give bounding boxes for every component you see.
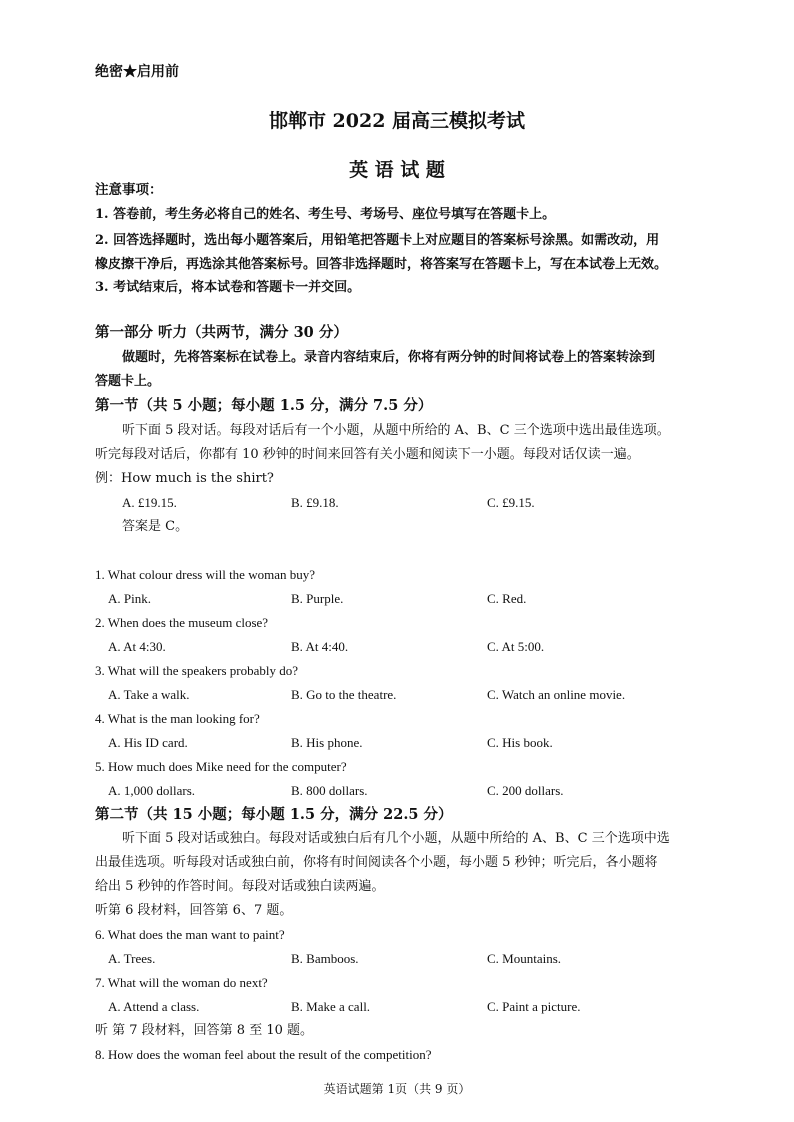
section2-instruction: 听下面 5 段对话或独白。每段对话或独白后有几个小题，从题中所给的 A、B、C 三个选项中选	[122, 831, 670, 846]
option-b: B. At 4:40.	[291, 639, 349, 654]
option-b: B. Go to the theatre.	[291, 687, 397, 702]
section1-instruction: 听完每段对话后，你都有 10 秒钟的时间来回答有关小题和阅读下一小题。每段对话仅读一遍。	[95, 447, 640, 462]
notice-item: 橡皮擦干净后，再选涂其他答案标号。回答非选择题时，将答案写在答题卡上，写在本试卷上无效。	[95, 257, 668, 272]
option-b: B. His phone.	[291, 735, 363, 750]
option-c: C. His book.	[487, 735, 553, 750]
material-label: 听第 6 段材料，回答第 6、7 题。	[95, 903, 293, 918]
example-question: 例：How much is the shirt?	[95, 471, 274, 486]
section1-heading: 第一节（共 5 小题；每小题 1.5 分，满分 7.5 分）	[95, 397, 433, 414]
option-a: A. Pink.	[108, 591, 151, 606]
subject-title: 英 语 试 题	[349, 159, 445, 181]
option-a: A. At 4:30.	[108, 639, 166, 654]
question: 2. When does the museum close?	[95, 615, 269, 630]
part1-heading: 第一部分 听力（共两节，满分 30 分）	[95, 324, 348, 341]
option-c: C. 200 dollars.	[487, 783, 564, 798]
option-a: A. Take a walk.	[108, 687, 190, 702]
example-option-b: B. £9.18.	[291, 495, 339, 510]
option-b: B. Bamboos.	[291, 951, 359, 966]
section2-instruction: 出最佳选项。听每段对话或独白前，你将有时间阅读各个小题，每小题 5 秒钟；听完后，各小题将	[95, 855, 658, 870]
question: 8. How does the woman feel about the result of the competition?	[95, 1047, 432, 1062]
example-option-a: A. £19.15.	[122, 495, 177, 510]
question: 3. What will the speakers probably do?	[95, 663, 299, 678]
example-option-c: C. £9.15.	[487, 495, 535, 510]
option-a: A. 1,000 dollars.	[108, 783, 196, 798]
notice-heading: 注意事项：	[95, 182, 163, 198]
notice-item: 1. 答卷前，考生务必将自己的姓名、考生号、考场号、座位号填写在答题卡上。	[95, 207, 556, 222]
question: 4. What is the man looking for?	[95, 711, 260, 726]
section2-instruction: 给出 5 秒钟的作答时间。每段对话或独白读两遍。	[95, 879, 385, 894]
option-b: B. Purple.	[291, 591, 344, 606]
option-c: C. Watch an online movie.	[487, 687, 626, 702]
section1-instruction: 听下面 5 段对话。每段对话后有一个小题，从题中所给的 A、B、C 三个选项中选出最佳选项。	[122, 423, 670, 438]
material-label: 听 第 7 段材料，回答第 8 至 10 题。	[95, 1023, 314, 1038]
section2-heading: 第二节（共 15 小题；每小题 1.5 分，满分 22.5 分）	[95, 806, 453, 823]
notice-item: 3. 考试结束后，将本试卷和答题卡一并交回。	[95, 280, 361, 295]
example-answer: 答案是 C。	[122, 519, 189, 534]
part1-instruction: 做题时，先将答案标在试卷上。录音内容结束后，你将有两分钟的时间将试卷上的答案转涂到	[122, 350, 656, 365]
option-c: C. At 5:00.	[487, 639, 545, 654]
confidential-label: 绝密★启用前	[95, 64, 179, 80]
option-c: C. Red.	[487, 591, 527, 606]
page-footer: 英语试题第 1页（共 9 页）	[323, 1082, 471, 1096]
notice-item: 2. 回答选择题时，选出每小题答案后，用铅笔把答题卡上对应题目的答案标号涂黑。如需改动，用	[95, 233, 660, 248]
part1-instruction: 答题卡上。	[95, 374, 161, 389]
question: 7. What will the woman do next?	[95, 975, 268, 990]
option-c: C. Paint a picture.	[487, 999, 581, 1014]
option-a: A. His ID card.	[108, 735, 188, 750]
option-b: B. Make a call.	[291, 999, 371, 1014]
option-a: A. Attend a class.	[108, 999, 200, 1014]
question: 1. What colour dress will the woman buy?	[95, 567, 315, 582]
question: 6. What does the man want to paint?	[95, 927, 285, 942]
exam-title: 邯郸市 2022 届高三模拟考试	[268, 110, 526, 132]
option-a: A. Trees.	[108, 951, 156, 966]
option-b: B. 800 dollars.	[291, 783, 368, 798]
option-c: C. Mountains.	[487, 951, 562, 966]
question: 5. How much does Mike need for the computer?	[95, 759, 347, 774]
